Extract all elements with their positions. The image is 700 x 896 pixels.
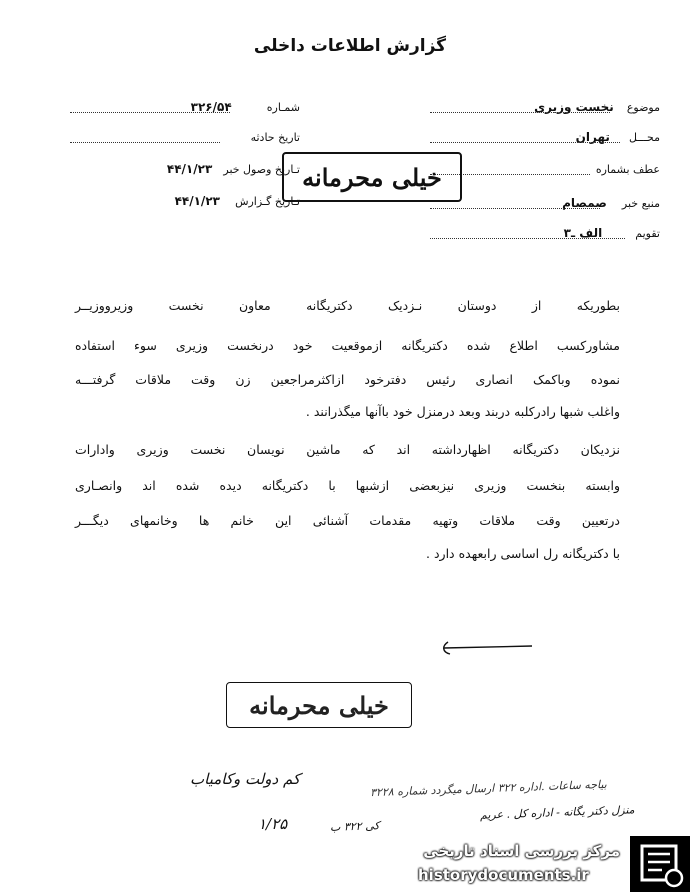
dotted-line: [430, 208, 600, 209]
body-line: مشاورکسب اطلاع شده دکتریگانه ازموقعیت خود درنخست وزیری سوء استفاده: [75, 338, 620, 353]
body-line: واغلب شبها رادرکلبه دربند وبعد درمنزل خود باآنها میگذرانند .: [305, 404, 620, 419]
field-label: شمـاره: [266, 101, 300, 114]
field-label: عطف بشماره: [595, 163, 660, 176]
dotted-line: [70, 142, 220, 143]
handwritten-number: ۱/۲۵: [258, 815, 288, 833]
field-value: الف ـ۳: [563, 226, 603, 240]
field-label: موضوع: [626, 101, 660, 114]
field-value: تهران: [575, 130, 610, 144]
field-label: تقویم: [635, 227, 660, 240]
field-label: تـاریخ وصول خبر: [223, 163, 300, 176]
field-value: ۳۲۶/۵۴: [190, 100, 232, 114]
report-title: گزارش اطلاعات داخلی: [253, 36, 447, 56]
field-label: تاریخ حادثه: [250, 131, 300, 144]
field-report-date: [70, 190, 300, 209]
handwritten-note-line3: کی ۳۲۲ ب: [329, 819, 380, 834]
field-value: ۴۴/۱/۲۳: [174, 194, 220, 208]
handwritten-note-line2: منزل دکتر یگانه - اداره کل . عریم: [479, 803, 635, 822]
body-line: بطوریکه از دوستان نـزدیک دکتریگانه معاون نخست وزیرووزیــر: [75, 298, 620, 313]
body-line: وابسته بنخست وزیری نیزبعضی ازشبها با دکتریگانه دیده شده اند وانصـاری: [75, 478, 620, 493]
watermark-text: مرکز بررسی اسناد تاریخی: [423, 842, 620, 860]
classification-stamp-bottom: خیلی محرمانه: [226, 682, 412, 728]
body-line: نموده وباکمک انصاری رئیس دفترخود ازاکثرمراجعین زن وقت ملاقات گرفتـــه: [75, 372, 620, 387]
handwritten-signature: کم دولت وکامیاب: [190, 770, 301, 788]
field-label: منبع خبر: [621, 197, 660, 210]
body-line: نزدیکان دکتریگانه اظهارداشته اند که ماشین نویسان نخست وزیری وادارات: [75, 442, 620, 457]
field-value: صمصام: [562, 196, 607, 210]
dotted-line: [430, 142, 620, 143]
archive-logo-icon: [630, 836, 690, 892]
dotted-line: [430, 238, 625, 239]
field-value: ۴۴/۱/۲۳: [166, 162, 213, 176]
dotted-line: [430, 112, 610, 113]
dotted-line: [70, 112, 230, 113]
field-received-date: [70, 158, 300, 177]
field-label: تـاریخ گـزارش: [235, 195, 300, 208]
handwritten-note-line1: بیاجه ساعات .اداره ۳۲۲ ارسال میگردد شماره ۳۲۲۸: [369, 777, 607, 800]
field-value: نخست وزیری: [534, 100, 614, 114]
body-line: با دکتریگانه رل اساسی رابعهده دارد .: [426, 546, 620, 561]
pen-mark-icon: [440, 636, 540, 660]
field-label: محـــل: [629, 131, 660, 144]
classification-stamp-top: خیلی محرمانه: [282, 152, 462, 202]
body-line: درتعیین وقت ملاقات وتهیه مقدمات آشنائی این خانم ها وخانمهای دیگـــر: [75, 513, 620, 528]
watermark-url: historydocuments.ir: [418, 866, 589, 884]
